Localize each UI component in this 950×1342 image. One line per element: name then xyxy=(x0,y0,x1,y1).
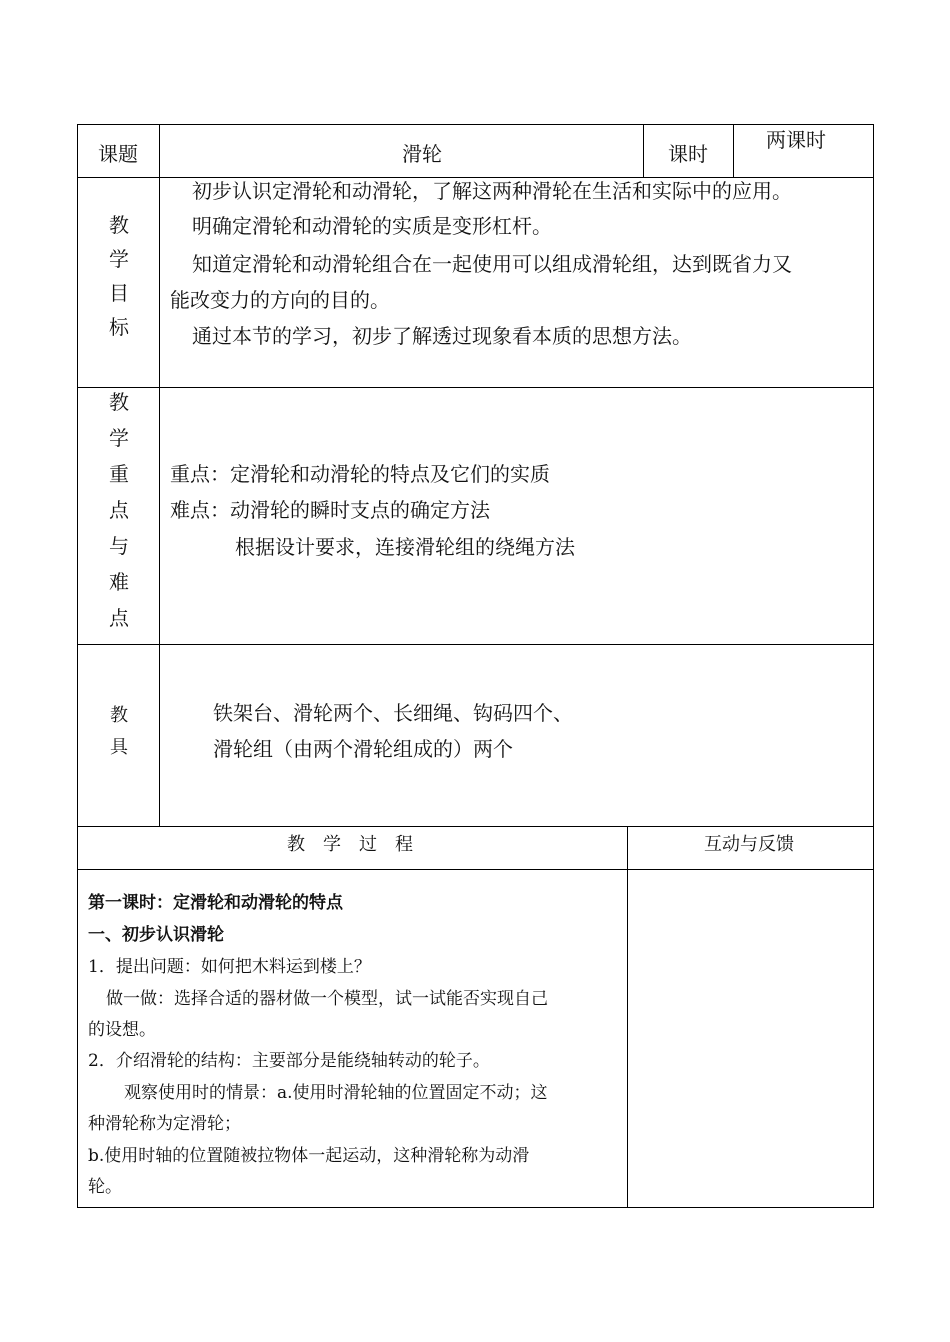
border-hours-value-left xyxy=(733,124,734,178)
process-line: 轮。 xyxy=(88,1177,122,1197)
objective-line: 能改变力的方向的目的。 xyxy=(170,288,390,312)
key-points-label xyxy=(99,384,139,636)
border-label-col xyxy=(159,124,160,827)
border-row4 xyxy=(77,826,874,827)
objective-line: 知道定滑轮和动滑轮组合在一起使用可以组成滑轮组，达到既省力又 xyxy=(192,252,792,276)
process-header: 教 学 过 程 xyxy=(287,834,413,855)
label-char: 教 xyxy=(109,390,129,414)
process-line: 观察使用时的情景：a.使用时滑轮轴的位置固定不动；这 xyxy=(124,1083,548,1103)
label-char: 点 xyxy=(109,498,129,522)
border-right xyxy=(873,124,874,1208)
label-char: 重 xyxy=(109,462,129,486)
process-line: 种滑轮称为定滑轮； xyxy=(88,1114,241,1134)
border-top xyxy=(77,124,874,125)
process-line: 做一做：选择合适的器材做一个模型，试一试能否实现自己 xyxy=(106,989,548,1009)
label-char: 学 xyxy=(109,426,129,450)
objective-line: 初步认识定滑轮和动滑轮，了解这两种滑轮在生活和实际中的应用。 xyxy=(192,179,792,203)
feedback-cell xyxy=(628,870,873,1207)
tools-label xyxy=(99,700,139,764)
label-char: 具 xyxy=(110,737,128,758)
border-bottom xyxy=(77,1207,874,1208)
label-char: 难 xyxy=(109,570,129,594)
label-char: 标 xyxy=(109,315,129,339)
section-heading: 一、初步认识滑轮 xyxy=(88,925,224,945)
difficulty-line: 难点：动滑轮的瞬时支点的确定方法 xyxy=(170,498,490,522)
border-hours-label-left xyxy=(643,124,644,178)
label-char: 教 xyxy=(110,705,128,726)
process-line: b.使用时轴的位置随被拉物体一起运动，这种滑轮称为动滑 xyxy=(88,1146,530,1166)
border-row3 xyxy=(77,644,874,645)
label-char: 学 xyxy=(109,247,129,271)
feedback-header: 互动与反馈 xyxy=(704,834,794,855)
topic-value: 滑轮 xyxy=(402,142,442,166)
border-left xyxy=(77,124,78,1208)
objective-line: 明确定滑轮和动滑轮的实质是变形杠杆。 xyxy=(192,214,552,238)
objectives-label xyxy=(99,208,139,344)
process-line: 的设想。 xyxy=(88,1020,156,1040)
border-row2 xyxy=(77,387,874,388)
topic-label: 课题 xyxy=(98,142,138,166)
hours-value: 两课时 xyxy=(766,128,826,152)
key-point-line: 重点：定滑轮和动滑轮的特点及它们的实质 xyxy=(170,462,550,486)
label-char: 点 xyxy=(109,606,129,630)
label-char: 目 xyxy=(109,281,129,305)
difficulty-line: 根据设计要求，连接滑轮组的绕绳方法 xyxy=(235,535,575,559)
objective-line: 通过本节的学习，初步了解透过现象看本质的思想方法。 xyxy=(192,324,692,348)
label-char: 与 xyxy=(109,534,129,558)
tools-line: 铁架台、滑轮两个、长细绳、钩码四个、 xyxy=(213,701,573,725)
process-line: 1．提出问题：如何把木料运到楼上？ xyxy=(88,957,371,977)
hours-label: 课时 xyxy=(668,142,708,166)
label-char: 教 xyxy=(109,213,129,237)
lesson-title: 第一课时：定滑轮和动滑轮的特点 xyxy=(88,893,343,913)
process-line: 2．介绍滑轮的结构：主要部分是能绕轴转动的轮子。 xyxy=(88,1051,490,1071)
tools-line: 滑轮组（由两个滑轮组成的）两个 xyxy=(213,737,513,761)
